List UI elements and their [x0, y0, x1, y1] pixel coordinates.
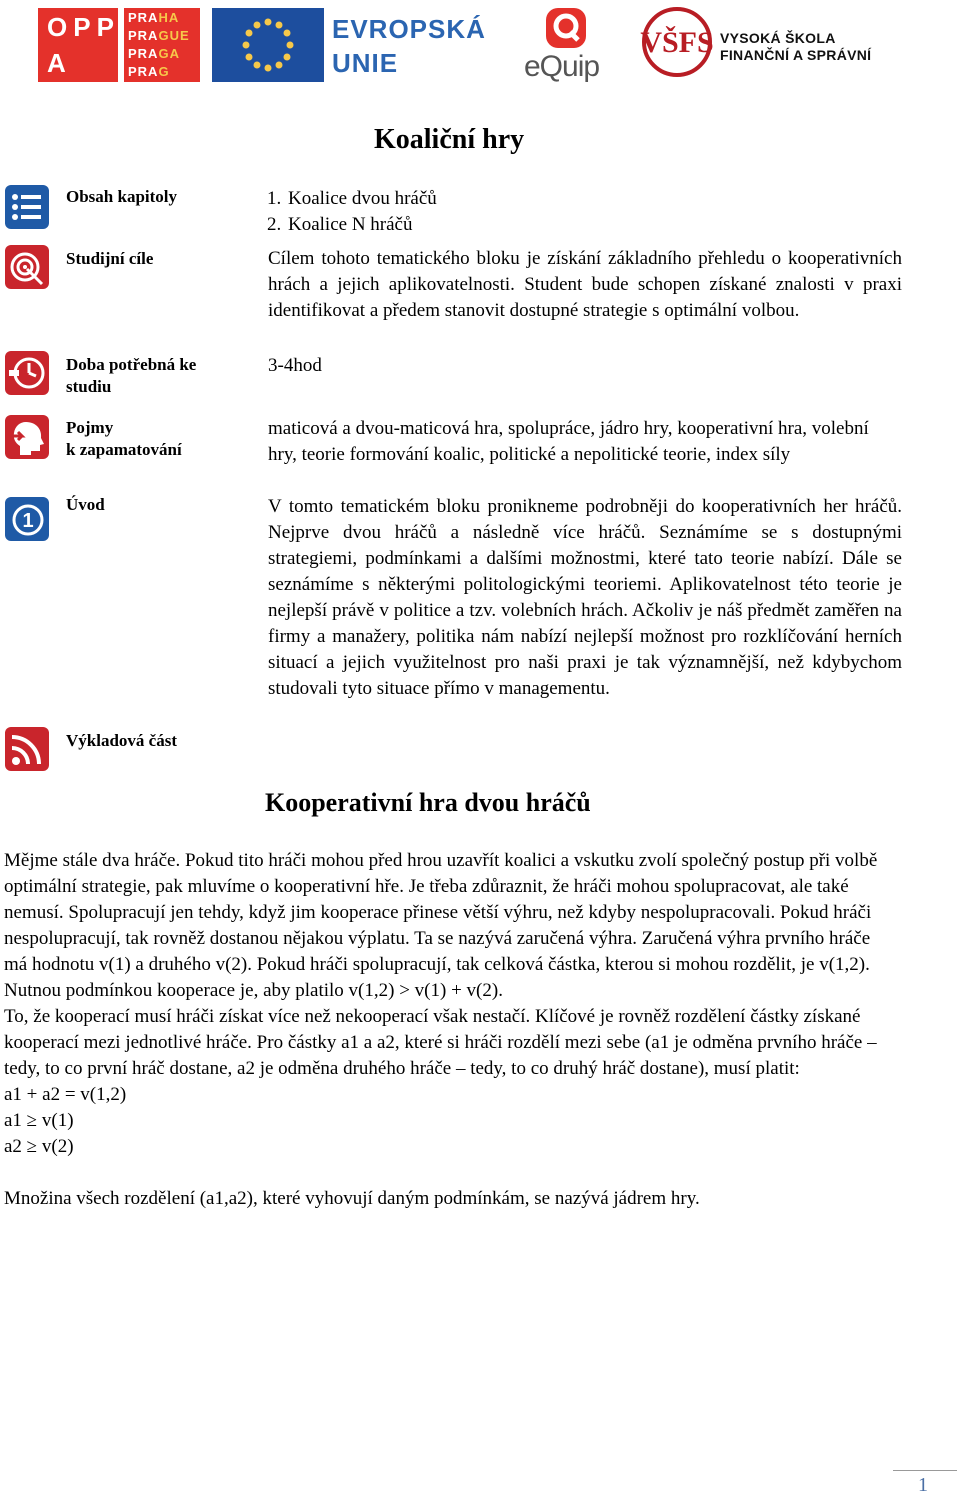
sidebar-label-pojmy: [66, 417, 182, 461]
equation: a2 ≥ v(2): [4, 1136, 74, 1157]
eu-line2: UNIE: [332, 48, 399, 78]
sidebar-label-doba: [66, 354, 196, 398]
sidebar-label-pojmy-line1: Pojmy: [66, 418, 114, 437]
praha-row3-a: PRA: [128, 46, 159, 61]
vsfs-logo-text: [720, 30, 871, 64]
vsfs-line2: FINANČNÍ A SPRÁVNÍ: [720, 47, 872, 63]
equation: a1 + a2 = v(1,2): [4, 1084, 127, 1105]
sidebar-label-cile: Studijní cíle: [66, 249, 154, 268]
sidebar-label-doba-line2: studiu: [66, 377, 112, 396]
opp-logo-top: OPP: [47, 12, 120, 42]
list-icon: [4, 184, 50, 230]
praha-row3-b: GA: [158, 46, 180, 61]
opp-logo-corner: [88, 50, 118, 82]
body-paragraph: To, že kooperací musí hráči získat více než nekooperací však nestačí. Klíčové je rovněž rozdělení částky získané kooperací mezi jednotlivé hráče. Pro částky a1 a a2, které si hráči rozdělí mezi sebe (a1 je odměna prvního hráče – tedy, to co první hráč dostane, a2 je odměna druhého hráče – tedy, to co druhý hráč dostane), musí platit:: [4, 1006, 877, 1079]
praha-row4-b: G: [158, 64, 170, 79]
sidebar-label-uvod: Úvod: [66, 495, 105, 514]
praha-row2-a: PRA: [128, 28, 159, 43]
key-terms-text: maticová a dvou-maticová hra, spolupráce, jádro hry, kooperativní hra, volební hry, teorie formování koalic, politické a nepolitické teorie, index síly: [268, 418, 869, 465]
eu-logo-text: [332, 12, 486, 80]
sidebar-label-vykladova: Výkladová část: [66, 731, 177, 750]
vsfs-emblem-icon: [640, 6, 714, 78]
paragraph-gap: [4, 1160, 894, 1186]
eu-flag-icon: [212, 8, 324, 82]
body-paragraph: Množina všech rozdělení (a1,a2), které vyhovují daným podmínkám, se nazývá jádrem hry.: [4, 1188, 700, 1209]
chapter-item: 1. Koalice dvou hráčů: [286, 186, 872, 212]
svg-text:1: 1: [22, 510, 34, 532]
praha-row1-b: HA: [158, 10, 180, 25]
chapter-list: [238, 186, 872, 238]
rss-icon: [4, 726, 50, 772]
sidebar-label-doba-line1: Doba potřebná ke: [66, 355, 197, 374]
study-time-text: 3-4hod: [268, 355, 322, 376]
praha-logo: [124, 8, 200, 82]
head-icon: [4, 414, 50, 460]
vsfs-line1: VYSOKÁ ŠKOLA: [720, 30, 836, 46]
praha-row2-b: GUE: [158, 28, 190, 43]
sidebar-label-obsah: Obsah kapitoly: [66, 187, 178, 206]
section-body: [4, 848, 894, 1212]
praha-row4-a: PRA: [128, 64, 159, 79]
equip-logo-text: eQuip: [524, 50, 600, 83]
opp-logo-bottom: A: [47, 48, 72, 78]
one-icon: [4, 496, 50, 542]
body-paragraph: Mějme stále dva hráče. Pokud tito hráči mohou před hrou uzavřít koalici a vskutku zvolí společný postup při volbě optimální strategie, pak mluvíme o kooperativní hře. Je třeba zdůraznit, že hráči mohou spolupracovat, ale také nemusí. Spolupracují jen tehdy, když jim kooperace přinese větší výhru, než kdyby nespolupracovali. Pokud hráči nespolupracují, tak rovněž dostanou nějakou výplatu. Ta se nazývá zaručená výhra. Zaručená výhra prvního hráče má hodnotu v(1) a druhého v(2). Pokud hráči spolupracují, tak celková částka, kterou si mohou rozdělit, je v(1,2). Nutnou podmínkou kooperace je, aby platilo v(1,2) > v(1) + v(2).: [4, 850, 878, 1001]
praha-row1-a: PRA: [128, 10, 159, 25]
study-goals-text: Cílem tohoto tematického bloku je získání základního přehledu o kooperativních hrách a jejich aplikovatelnosti. Student bude schopen získané znalosti v praxi identifikovat a předem stanovit dostupné strategie s optimální volbou.: [268, 248, 902, 321]
equation: a1 ≥ v(1): [4, 1110, 74, 1131]
section-heading: Kooperativní hra dvou hráčů: [265, 788, 591, 817]
eu-line1: EVROPSKÁ: [332, 14, 486, 44]
target-icon: [4, 244, 50, 290]
header-logos: [0, 0, 960, 95]
page-number: 1: [918, 1474, 928, 1496]
chapter-item: 2. Koalice N hráčů: [286, 212, 872, 238]
clock-icon: [4, 350, 50, 396]
footer-rule: [893, 1470, 957, 1471]
sidebar-label-pojmy-line2: k zapamatování: [66, 440, 182, 459]
svg-text:VŠFS: VŠFS: [640, 26, 714, 59]
page-title: Koaliční hry: [374, 124, 525, 155]
intro-text: V tomto tematickém bloku pronikneme podrobněji do kooperativních her hráčů. Nejprve dvou hráčů a následně více hráčů. Seznámíme se s dostupnými strategiemi, podmínkami a dalšími možnostmi, které tato teorie nabízí. Dále se seznámíme s některými politologickými teoriemi. Aplikovatelnost této teorie je nejlepší právě v politice a tzv. volebních hrách. Ačkoliv je náš předmět zaměřen na firmy a manažery, politika nám nabízí nejlepší možnost pro rozklíčování herních situací a jejich využitelnost pro naši praxi je tak významnější, než kdybychom studovali tyto situace přímo v managementu.: [268, 496, 902, 699]
